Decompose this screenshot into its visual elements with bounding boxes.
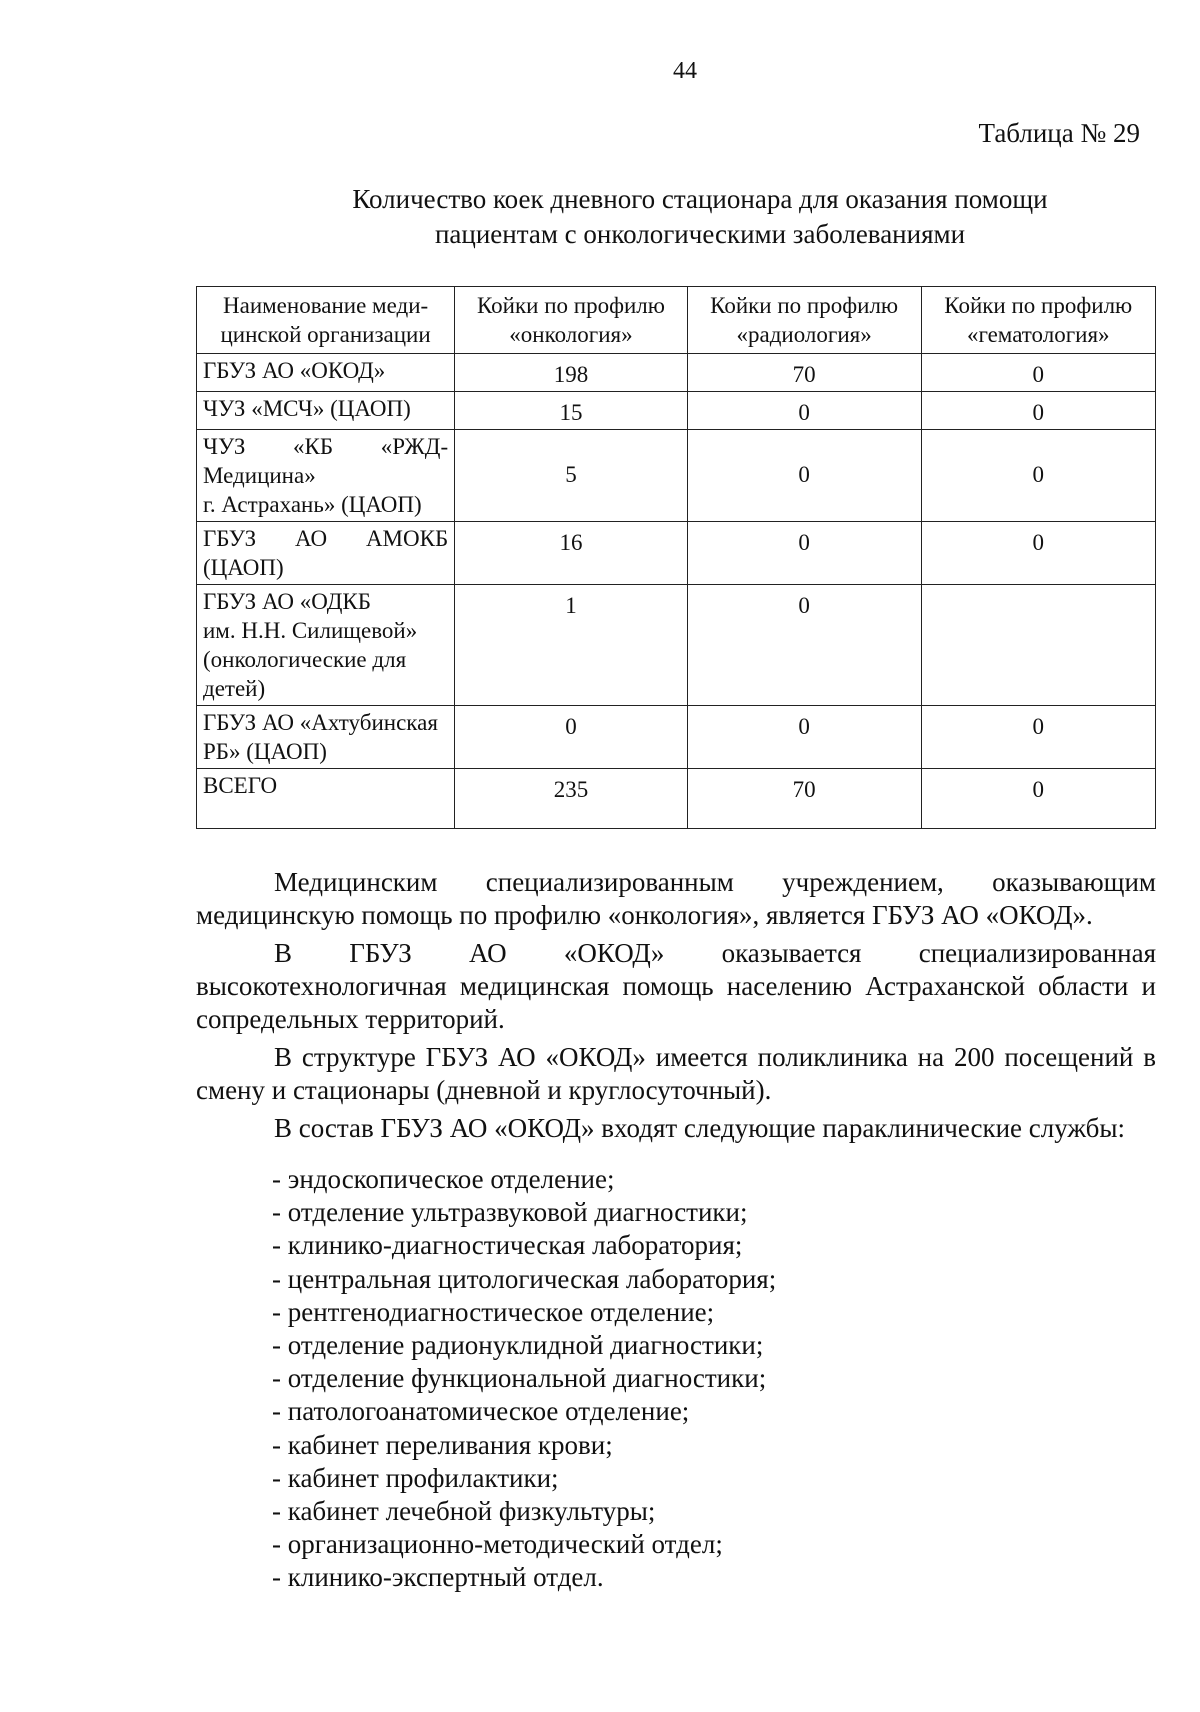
oncology-cell: 0 xyxy=(455,706,688,769)
body-text xyxy=(196,866,1156,1150)
oncology-cell: 235 xyxy=(455,769,688,829)
table-title xyxy=(200,182,1200,252)
org-name-cell: ГБУЗ АО «ОКОД» xyxy=(197,354,455,392)
oncology-cell: 5 xyxy=(455,430,688,522)
list-item: - рентгенодиагностическое отделение; xyxy=(272,1296,715,1327)
table-row xyxy=(197,706,1156,769)
hematology-cell: 0 xyxy=(921,354,1156,392)
paragraph: В ГБУЗ АО «ОКОД» оказывается специализированная высокотехнологичная медицинская помощь населению Астраханской области и сопредельных территорий. xyxy=(196,938,1156,1034)
oncology-cell: 198 xyxy=(455,354,688,392)
paragraph: Медицинским специализированным учреждением, оказывающим медицинскую помощь по профилю «онкология», является ГБУЗ АО «ОКОД». xyxy=(196,867,1156,930)
list-item: - отделение функциональной диагностики; xyxy=(272,1363,767,1394)
table-row xyxy=(197,585,1156,706)
org-name-cell: ГБУЗ АО «Ахтубинская РБ» (ЦАОП) xyxy=(197,706,455,769)
list-item: - кабинет переливания крови; xyxy=(272,1429,613,1460)
org-name-cell: ЧУЗ «КБ «РЖД- Медицина» г. Астрахань» (ЦАОП) xyxy=(197,430,455,522)
beds-table xyxy=(196,286,1156,829)
radiology-cell: 0 xyxy=(687,430,921,522)
org-name-cell: ГБУЗ АО «ОДКБ им. Н.Н. Силищевой» (онкологические для детей) xyxy=(197,585,455,706)
list-item: - центральная цитологическая лаборатория; xyxy=(272,1263,777,1294)
services-list xyxy=(272,1163,1152,1595)
table-label: Таблица № 29 xyxy=(978,118,1140,148)
radiology-cell: 0 xyxy=(687,706,921,769)
table-row-total xyxy=(197,769,1156,829)
page-number: 44 xyxy=(673,58,697,84)
list-item: - клинико-диагностическая лаборатория; xyxy=(272,1230,743,1261)
table-row xyxy=(197,522,1156,585)
list-item: - отделение ультразвуковой диагностики; xyxy=(272,1197,748,1228)
table-title-line-2: пациентам с онкологическими заболеваниями xyxy=(434,219,966,249)
paragraph: В состав ГБУЗ АО «ОКОД» входят следующие параклинические службы: xyxy=(274,1113,1126,1143)
oncology-cell: 15 xyxy=(455,392,688,430)
table-header-row xyxy=(197,287,1156,354)
radiology-cell: 70 xyxy=(687,354,921,392)
oncology-cell: 16 xyxy=(455,522,688,585)
org-name-cell: ГБУЗ АО АМОКБ (ЦАОП) xyxy=(197,522,455,585)
table-row xyxy=(197,354,1156,392)
radiology-cell: 0 xyxy=(687,585,921,706)
list-item: - кабинет профилактики; xyxy=(272,1462,559,1493)
list-item: - патологоанатомическое отделение; xyxy=(272,1396,690,1427)
header-oncology: Койки по профилю «онкология» xyxy=(455,287,688,354)
header-radiology: Койки по профилю «радиология» xyxy=(687,287,921,354)
list-item: - кабинет лечебной физкультуры; xyxy=(272,1496,656,1527)
radiology-cell: 70 xyxy=(687,769,921,829)
org-name-cell: ЧУЗ «МСЧ» (ЦАОП) xyxy=(197,392,455,430)
hematology-cell: 0 xyxy=(921,769,1156,829)
table-row xyxy=(197,430,1156,522)
oncology-cell: 1 xyxy=(455,585,688,706)
header-organization: Наименование меди- цинской организации xyxy=(197,287,455,354)
radiology-cell: 0 xyxy=(687,522,921,585)
table-title-line-1: Количество коек дневного стационара для оказания помощи xyxy=(352,184,1048,214)
list-item: - эндоскопическое отделение; xyxy=(272,1164,615,1194)
org-name-cell: ВСЕГО xyxy=(197,769,455,829)
paragraph: В структуре ГБУЗ АО «ОКОД» имеется поликлиника на 200 посещений в смену и стационары (дневной и круглосуточный). xyxy=(196,1042,1156,1105)
list-item: - клинико-экспертный отдел. xyxy=(272,1562,604,1593)
list-item: - организационно-методический отдел; xyxy=(272,1529,723,1560)
table-row xyxy=(197,392,1156,430)
hematology-cell xyxy=(921,585,1156,706)
header-hematology: Койки по профилю «гематология» xyxy=(921,287,1156,354)
radiology-cell: 0 xyxy=(687,392,921,430)
list-item: - отделение радионуклидной диагностики; xyxy=(272,1330,764,1361)
hematology-cell: 0 xyxy=(921,706,1156,769)
hematology-cell: 0 xyxy=(921,392,1156,430)
hematology-cell: 0 xyxy=(921,522,1156,585)
hematology-cell: 0 xyxy=(921,430,1156,522)
